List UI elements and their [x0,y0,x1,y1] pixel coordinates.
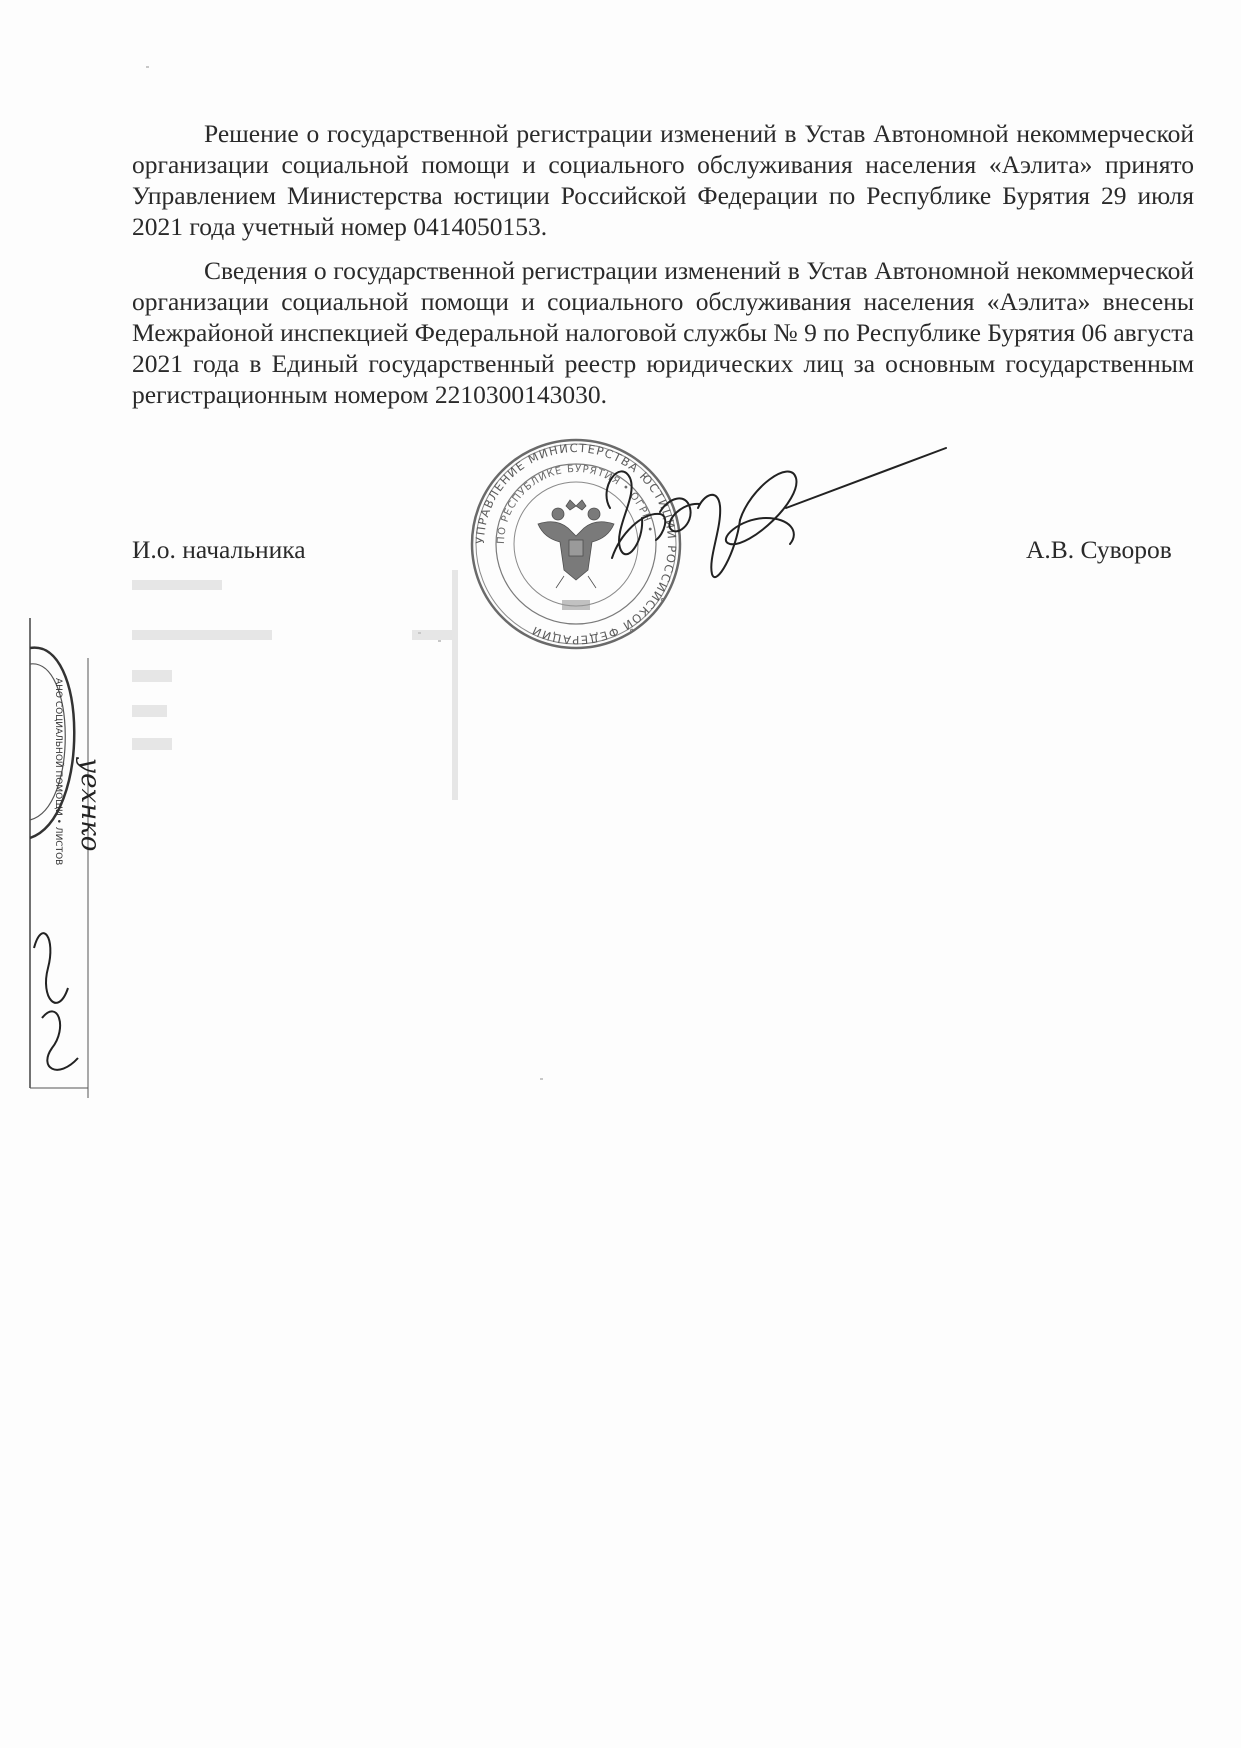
signatory-name: А.В. Суворов [1026,535,1172,564]
scan-speck [438,640,441,642]
scan-bleed-artifact [132,570,462,800]
attached-sheet-stub [28,618,105,1098]
seal-outer-text: УПРАВЛЕНИЕ МИНИСТЕРСТВА ЮСТИЦИИ РОССИЙСКОЙ ФЕДЕРАЦИИ [472,440,680,648]
signatory-position: И.о. начальника [132,535,306,564]
stub-stamp-text: АНО СОЦИАЛЬНОЙ ПОМОЩИ • ЛИСТОВ [53,678,63,866]
paragraph-egrul-entry: Сведения о государственной регистрации изменений в Устав Автономной некоммерческой организации социальной помощи и социального обслуживания населения «Аэлита» внесены Межрайоной инспекцией Федеральной налоговой службы № 9 по Республике Бурятия 06 августа 2021 года в Единый государственный реестр юридических лиц за основным государственным регистрационным номером 2210300143030. [132,256,1194,409]
handwritten-signature [590,448,950,598]
stub-handwriting: уехнко [75,758,105,852]
scan-speck [418,632,421,634]
seal-inner-text: ПО РЕСПУБЛИКЕ БУРЯТИЯ • ОГРН • [495,463,656,545]
scan-speck [146,66,149,68]
paragraph-registration-decision: Решение о государственной регистрации изменений в Устав Автономной некоммерческой организации социальной помощи и социального обслуживания населения «Аэлита» принято Управлением Министерства юстиции Российской Федерации по Республике Бурятия 29 июля 2021 года учетный номер 0414050153. [132,119,1194,241]
scan-speck [540,1078,543,1080]
